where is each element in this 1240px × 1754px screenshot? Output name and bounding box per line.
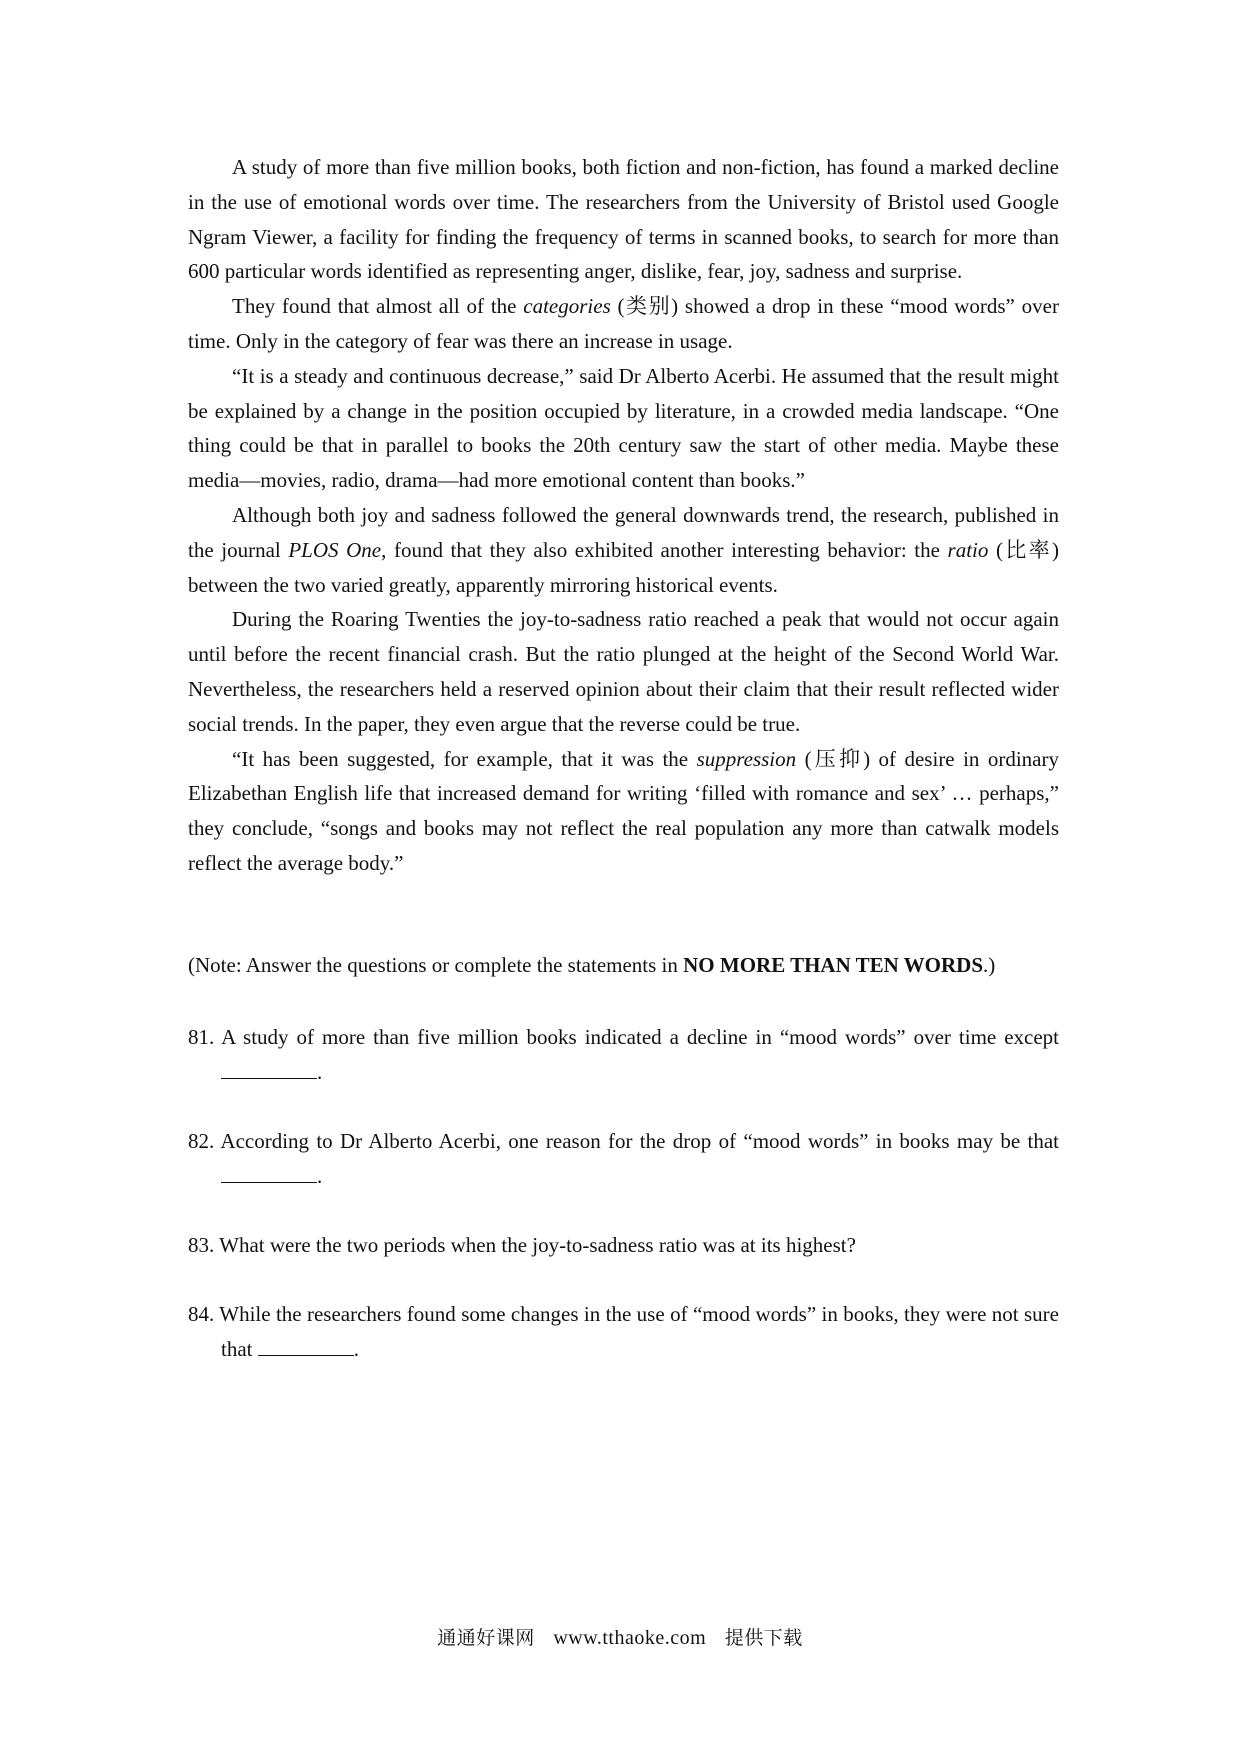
note-word-limit: NO MORE THAN TEN WORDS	[683, 953, 984, 977]
question-end: .	[317, 1059, 323, 1084]
answer-blank[interactable]	[221, 1162, 317, 1183]
paragraph-text: (类别) showed a drop in these “mood words” over time. Only in the category of fear was there an increase in usage.	[188, 294, 1059, 353]
page-footer	[0, 1623, 1240, 1650]
passage-paragraph	[188, 498, 1059, 602]
paragraph-text: A study of more than five million books, both fiction and non-fiction, has found a marked decline in the use of emotional words over time. The researchers from the University of Bristol used Google Ngram Viewer, a facility for finding the frequency of terms in scanned books, to search for more than 600 particular words identified as representing anger, dislike, fear, joy, sadness and surprise.	[188, 155, 1059, 284]
question-84	[188, 1297, 1059, 1367]
passage-paragraph	[188, 289, 1059, 359]
question-text: 82. According to Dr Alberto Acerbi, one reason for the drop of “mood words” in books may be that	[188, 1129, 1059, 1153]
passage-paragraph	[188, 602, 1059, 741]
question-end: .	[317, 1163, 323, 1188]
instruction-note	[188, 948, 1059, 983]
passage-paragraph	[188, 359, 1059, 498]
answer-blank[interactable]	[221, 1058, 317, 1079]
italic-term: categories	[523, 294, 611, 319]
note-prefix: (Note: Answer the questions or complete the statements in	[188, 953, 684, 977]
question-text: 83. What were the two periods when the joy-to-sadness ratio was at its highest?	[188, 1233, 856, 1257]
paragraph-text: Although both joy and sadness followed the general downwards trend, the research, published in the journal	[188, 502, 1059, 562]
question-81	[188, 1020, 1059, 1090]
italic-term: ratio	[947, 537, 989, 562]
passage-paragraph	[188, 742, 1059, 881]
footer-url-link[interactable]: www.tthaoke.com	[553, 1627, 707, 1649]
question-end: .	[353, 1336, 359, 1361]
paragraph-text: , found that they also exhibited another interesting behavior: the	[381, 537, 948, 562]
paragraph-text: During the Roaring Twenties the joy-to-sadness ratio reached a peak that would not occur again until before the recent financial crash. But the ratio plunged at the height of the Second World War. Nevertheless, the researchers held a reserved opinion about their claim that their result reflected wider social trends. In the paper, they even argue that the reverse could be true.	[188, 607, 1059, 736]
question-text: 84. While the researchers found some changes in the use of “mood words” in books, they were not sure that	[188, 1302, 1059, 1361]
paragraph-text: (比率) between the two varied greatly, apparently mirroring historical events.	[188, 537, 1060, 597]
answer-blank[interactable]	[258, 1335, 354, 1356]
paragraph-text: “It has been suggested, for example, that it was the	[232, 746, 697, 771]
question-83	[188, 1228, 1059, 1263]
italic-term: PLOS One	[288, 537, 382, 562]
paragraph-text: “It is a steady and continuous decrease,” said Dr Alberto Acerbi. He assumed that the result might be explained by a change in the position occupied by literature, in a crowded media landscape. “One thing could be that in parallel to books the 20th century saw the start of other media. Maybe these media—movies, radio, drama—had more emotional content than books.”	[188, 363, 1059, 493]
paragraph-text: They found that almost all of the	[232, 294, 524, 319]
reading-passage	[188, 150, 1059, 881]
passage-paragraph	[188, 150, 1059, 289]
footer-tagline: 提供下载	[724, 1627, 803, 1649]
question-text: 81. A study of more than five million books indicated a decline in “mood words” over time except	[188, 1025, 1059, 1049]
italic-term: suppression	[696, 746, 797, 771]
note-suffix: .)	[983, 953, 996, 977]
paragraph-text: (压抑) of desire in ordinary Elizabethan English life that increased demand for writing ‘filled with romance and sex’ … perhaps,” they conclude, “songs and books may not reflect the real population any more than catwalk models reflect the average body.”	[188, 746, 1059, 875]
footer-site-name: 通通好课网	[437, 1627, 535, 1649]
question-82	[188, 1124, 1059, 1194]
